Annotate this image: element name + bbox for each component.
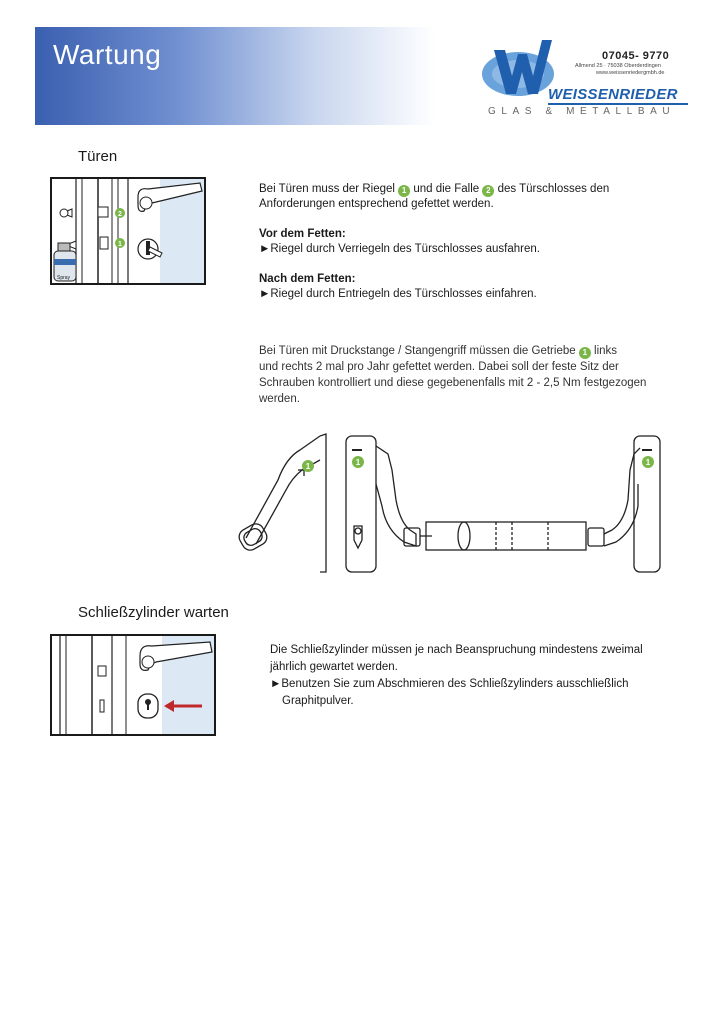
text-line: und rechts 2 mal pro Jahr gefettet werden. Dabei soll der feste Sitz der bbox=[259, 361, 619, 373]
logo-phone: 07045- 9770 bbox=[602, 50, 670, 62]
push-bar-diagram bbox=[236, 430, 666, 578]
logo-company-name: WEISSENRIEDER bbox=[548, 86, 678, 103]
diagram-badge-right: 1 bbox=[645, 458, 651, 467]
after-greasing-title: Nach dem Fetten: bbox=[259, 273, 356, 285]
text-fragment: des Türschlosses den bbox=[494, 183, 610, 195]
text-line: werden. bbox=[259, 393, 300, 405]
lock-badge-2: 2 bbox=[118, 211, 122, 218]
text-fragment: und die Falle bbox=[410, 183, 483, 195]
text-line: Schrauben kontrolliert und diese gegebenenfalls mit 2 - 2,5 Nm festgezogen bbox=[259, 377, 647, 389]
header-banner bbox=[35, 27, 435, 125]
text-line: Die Schließzylinder müssen je nach Beanspruchung mindestens zweimal bbox=[270, 644, 643, 656]
push-bar-text bbox=[259, 343, 679, 407]
text-line: jährlich gewartet werden. bbox=[270, 661, 398, 673]
logo-address: Allmend 25 · 75038 Oberderdingen bbox=[575, 63, 661, 69]
before-greasing-title: Vor dem Fetten: bbox=[259, 228, 346, 240]
text-fragment: Bei Türen muss der Riegel bbox=[259, 183, 399, 195]
lock-cylinder-drawing bbox=[52, 636, 214, 734]
badge-1: 1 bbox=[579, 347, 591, 359]
text-line: Anforderungen entsprechend gefettet werden. bbox=[259, 198, 494, 210]
after-greasing-text: ►Riegel durch Entriegeln des Türschlosses einfahren. bbox=[259, 288, 537, 300]
text-line: Graphitpulver. bbox=[282, 695, 354, 707]
door-lock-drawing bbox=[52, 179, 204, 283]
logo-tagline: GLAS & METALLBAU bbox=[488, 106, 676, 117]
badge-1: 1 bbox=[398, 185, 410, 197]
diagram-badge-center: 1 bbox=[355, 458, 361, 467]
zylinder-text bbox=[270, 642, 690, 710]
text-fragment: links bbox=[590, 345, 618, 357]
section-heading-tueren: Türen bbox=[78, 148, 118, 165]
before-greasing-text: ►Riegel durch Verriegeln des Türschlosses ausfahren. bbox=[259, 243, 540, 255]
lock-badge-1: 1 bbox=[118, 241, 122, 248]
text-fragment: Bei Türen mit Druckstange / Stangengriff müssen die Getriebe bbox=[259, 345, 579, 357]
section-heading-zylinder: Schließzylinder warten bbox=[78, 604, 229, 621]
door-lock-illustration bbox=[50, 177, 206, 285]
lock-cylinder-illustration bbox=[50, 634, 216, 736]
spray-can-label: Spray bbox=[57, 275, 71, 281]
logo-website: www.weissenriedergmbh.de bbox=[596, 70, 665, 76]
company-logo bbox=[478, 36, 678, 120]
diagram-badge-left: 1 bbox=[305, 462, 311, 471]
tueren-text bbox=[259, 182, 679, 302]
badge-2: 2 bbox=[482, 185, 494, 197]
page-title: Wartung bbox=[53, 39, 162, 70]
text-line: ►Benutzen Sie zum Abschmieren des Schließzylinders ausschließlich bbox=[270, 678, 629, 690]
